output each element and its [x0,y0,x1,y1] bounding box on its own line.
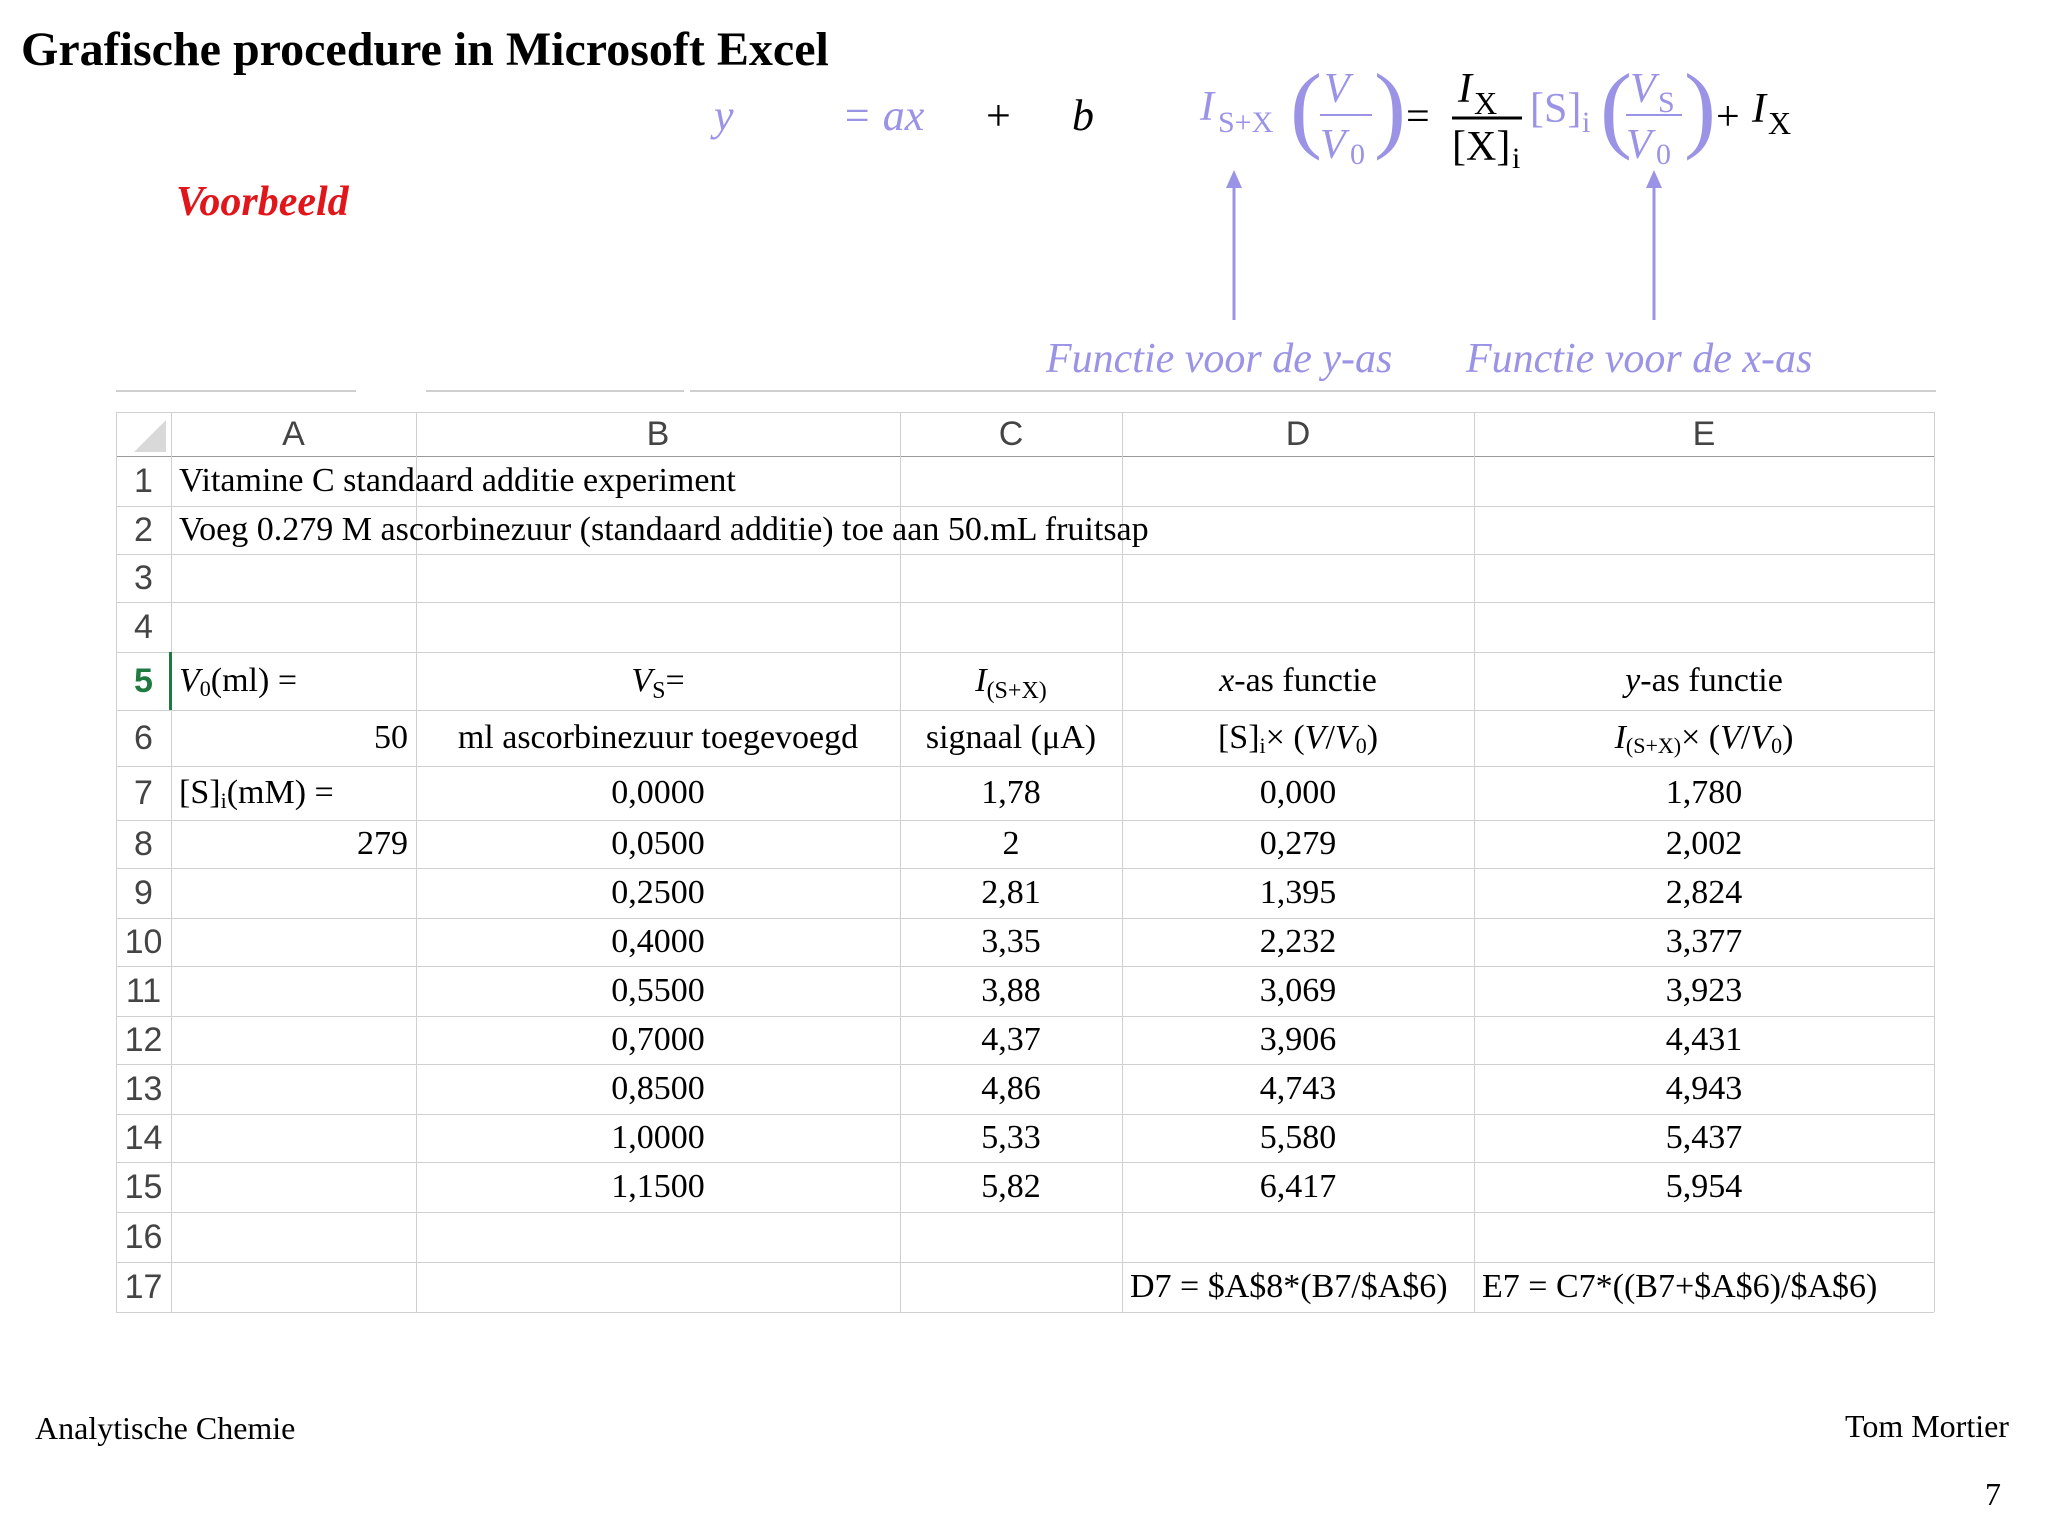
cell-a2[interactable]: Voeg 0.279 M ascorbinezuur (standaard additie) toe aan 50.mL fruitsap [179,511,1149,548]
row-header-12[interactable]: 12 [124,1020,163,1059]
arrow-up-icon [1646,170,1662,188]
cell-c15[interactable]: 5,82 [981,1168,1041,1205]
formula-s-sub: i [1582,106,1591,139]
formula-s-term: [S] [1530,86,1582,132]
grid-row-line [116,1312,1934,1313]
formula-paren-close-1: ) [1374,54,1406,161]
row-header-4[interactable]: 4 [134,607,153,646]
row-header-6[interactable]: 6 [134,718,153,757]
cell-e10[interactable]: 3,377 [1665,923,1743,960]
cell-b6[interactable]: ml ascorbinezuur toegevoegd [457,719,859,756]
grid-row-line [116,554,1934,555]
text-run: / [1740,719,1751,756]
text-run: i [220,788,227,813]
row-header-2[interactable]: 2 [134,510,153,549]
text-run: = [665,662,685,699]
cell-e13[interactable]: 4,943 [1665,1070,1743,1107]
cell-b14[interactable]: 1,0000 [611,1119,705,1156]
formula-lhs-i: I [1200,84,1214,130]
formula-frac1-den-sub: 0 [1350,138,1365,171]
column-header-b[interactable]: B [646,414,670,453]
cell-b11[interactable]: 0,5500 [611,972,705,1009]
toolbar-divider [690,390,1936,392]
text-run: 0 [1771,733,1783,758]
cell-d10[interactable]: 2,232 [1259,923,1337,960]
formula-paren-open-2: ( [1600,54,1632,161]
example-label: Voorbeeld [176,179,349,225]
text-run: -as functie [1640,662,1783,699]
eq-plus: + [986,91,1011,140]
row-header-3[interactable]: 3 [134,558,153,597]
text-run: [S] [179,774,221,811]
cell-d13[interactable]: 4,743 [1259,1070,1337,1107]
page-number: 7 [1985,1476,2001,1512]
cell-b10[interactable]: 0,4000 [611,923,705,960]
cell-a6[interactable]: 50 [374,719,408,756]
cell-a5[interactable] [171,652,416,710]
cell-e7[interactable]: 1,780 [1665,774,1743,811]
row-header-8[interactable]: 8 [134,824,153,863]
text-run: (ml) = [210,662,297,699]
cell-b9[interactable]: 0,2500 [611,874,705,911]
eq-b: b [1072,91,1094,140]
cell-e9[interactable]: 2,824 [1665,874,1743,911]
cell-c14[interactable]: 5,33 [981,1119,1041,1156]
cell-d15[interactable]: 6,417 [1259,1168,1337,1205]
formula-frac2-den: [X] [1452,124,1511,170]
text-run: × ( [1681,719,1721,756]
standard-addition-formula [1190,40,1830,180]
cell-e14[interactable]: 5,437 [1665,1119,1743,1156]
formula-lhs-sub: S+X [1218,106,1274,139]
cell-d9[interactable]: 1,395 [1259,874,1337,911]
formula-frac1-num: V [1324,66,1350,112]
text-run: (S+X) [1625,733,1682,758]
text-run: y [1625,662,1641,699]
spreadsheet[interactable] [116,412,1936,1314]
cell-c5[interactable] [900,652,1122,710]
formula-frac2-num: I [1458,66,1472,112]
formula-paren-open-1: ( [1290,54,1322,161]
row-header-15[interactable]: 15 [124,1167,163,1206]
text-run: V [1304,719,1326,756]
footer-author: Tom Mortier [1845,1408,2009,1444]
select-all-corner[interactable] [116,412,171,456]
cell-a7[interactable] [171,766,416,820]
text-run: x [1219,662,1235,699]
cell-b13[interactable]: 0,8500 [611,1070,705,1107]
column-header-c[interactable]: C [998,414,1024,453]
formula-equals: = [1406,94,1430,140]
formula-plus: + [1716,94,1740,140]
select-all-icon[interactable] [116,412,171,456]
arrows [1200,170,1700,330]
text-run: I [975,662,987,699]
cell-e11[interactable]: 3,923 [1665,972,1743,1009]
arrow-up-icon [1226,170,1242,188]
text-run: I [1614,719,1626,756]
footer-course: Analytische Chemie [35,1410,296,1446]
row-header-17[interactable]: 17 [124,1267,163,1306]
formula-rhs-i: I [1752,86,1766,132]
text-run: V [631,662,653,699]
text-run: 0 [199,676,211,701]
cell-b8[interactable]: 0,0500 [611,825,705,862]
label-x-axis-function: Functie voor de x-as [1466,336,1813,382]
text-run: V [179,662,200,699]
grid-row-line [116,1212,1934,1213]
formula-frac3-num-sub: S [1658,86,1675,119]
cell-e17[interactable]: E7 = C7*((B7+$A$6)/$A$6) [1482,1268,1878,1305]
eq-y: y [714,91,734,140]
cell-c8[interactable]: 2 [1002,825,1020,862]
grid-col-line [1934,412,1935,1312]
column-header-d[interactable]: D [1285,414,1311,453]
cell-d6[interactable] [1122,710,1474,766]
grid-row-line [116,602,1934,603]
formula-frac3-num: V [1630,66,1656,112]
cell-d7[interactable]: 0,000 [1259,774,1337,811]
formula-frac3-den-sub: 0 [1656,138,1671,171]
text-run: S [652,677,666,704]
text-run: × ( [1265,719,1305,756]
row-header-5[interactable]: 5 [134,661,153,700]
column-header-a[interactable]: A [282,414,305,453]
text-run: i [1259,733,1266,758]
column-header-e[interactable]: E [1692,414,1716,453]
text-run: V [1334,719,1356,756]
row-header-1[interactable]: 1 [134,461,153,500]
text-run: V [1750,719,1772,756]
row-header-11[interactable]: 11 [125,971,162,1010]
cell-d12[interactable]: 3,906 [1259,1021,1337,1058]
toolbar-divider [426,390,684,392]
cell-c13[interactable]: 4,86 [981,1070,1041,1107]
row-header-14[interactable]: 14 [124,1118,163,1157]
formula-frac3-den: V [1626,122,1652,168]
row-header-16[interactable]: 16 [124,1217,163,1256]
page-title: Grafische procedure in Microsoft Excel [21,23,829,76]
cell-e5[interactable] [1474,652,1934,710]
formula-frac2-num-sub: X [1474,85,1498,121]
cell-e15[interactable]: 5,954 [1665,1168,1743,1205]
text-run: -as functie [1234,662,1377,699]
cell-a1[interactable]: Vitamine C standaard additie experiment [179,462,736,499]
text-run: / [1325,719,1335,756]
text-run: ) [1782,719,1794,756]
text-run: V [1720,719,1741,756]
eq-ax: = ax [842,91,925,140]
toolbar-divider [116,390,356,392]
cell-c7[interactable]: 1,78 [981,774,1041,811]
cell-b5[interactable] [416,652,900,710]
text-run: (mM) = [226,774,334,811]
cell-c11[interactable]: 3,88 [981,972,1041,1009]
cell-e6[interactable] [1474,710,1934,766]
cell-d8[interactable]: 0,279 [1259,825,1337,862]
row-header-13[interactable]: 13 [124,1069,163,1108]
cell-c6[interactable]: signaal (μA) [925,719,1097,756]
cell-d17[interactable]: D7 = $A$8*(B7/$A$6) [1130,1268,1448,1305]
cell-d14[interactable]: 5,580 [1259,1119,1337,1156]
cell-b7[interactable]: 0,0000 [611,774,705,811]
text-run: ) [1366,719,1379,756]
cell-e12[interactable]: 4,431 [1665,1021,1743,1058]
row-header-10[interactable]: 10 [124,922,163,961]
formula-rhs-sub: X [1768,105,1792,141]
text-run: [S] [1217,719,1260,756]
label-y-axis-function: Functie voor de y-as [1046,336,1393,382]
cell-b12[interactable]: 0,7000 [611,1021,705,1058]
cell-c9[interactable]: 2,81 [981,874,1041,911]
formula-paren-close-2: ) [1684,54,1716,161]
row-header-9[interactable]: 9 [134,873,153,912]
text-run: (S+X) [986,677,1047,704]
cell-d11[interactable]: 3,069 [1259,972,1337,1009]
cell-a8[interactable]: 279 [357,825,408,862]
cell-e8[interactable]: 2,002 [1665,825,1743,862]
cell-b15[interactable]: 1,1500 [611,1168,705,1205]
cell-c12[interactable]: 4,37 [981,1021,1041,1058]
cell-c10[interactable]: 3,35 [981,923,1041,960]
cell-d5[interactable] [1122,652,1474,710]
text-run: 0 [1355,733,1367,758]
formula-frac1-den: V [1320,122,1346,168]
formula-frac2-den-sub: i [1512,142,1521,175]
row-header-7[interactable]: 7 [134,773,153,812]
